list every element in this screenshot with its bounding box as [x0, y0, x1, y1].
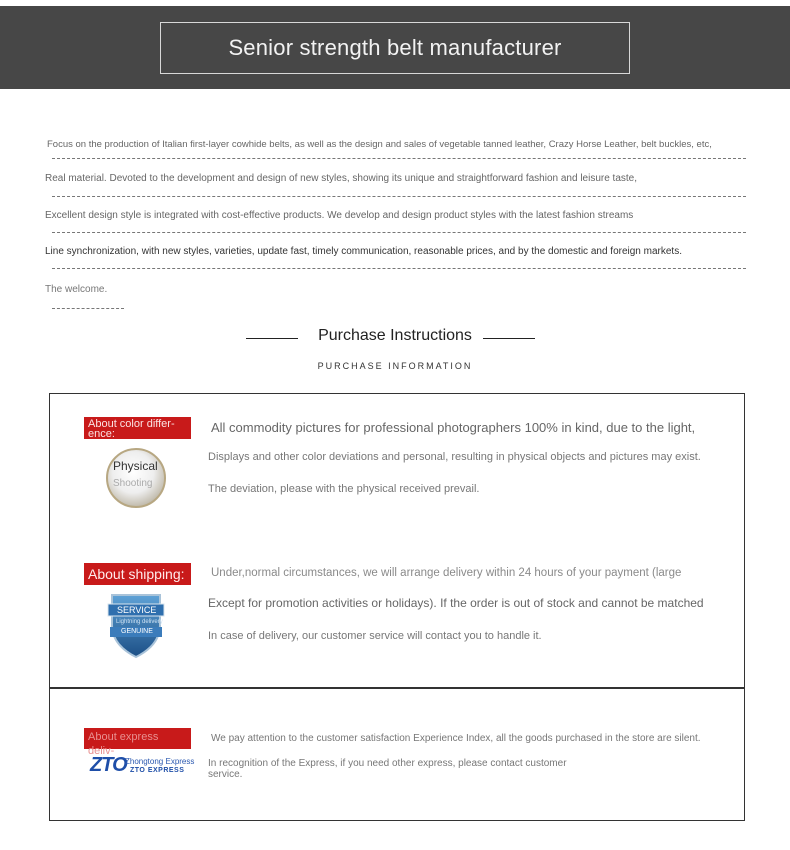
zhongtong-express-text: Zhongtong Express — [125, 757, 195, 766]
shipping-panel — [49, 526, 745, 688]
panel-text-line: We pay attention to the customer satisfaction Experience Index, all the goods purchased in the store are silent. — [211, 733, 701, 744]
panel-text-line: Except for promotion activities or holidays). If the order is out of stock and cannot be matched — [208, 596, 704, 610]
panel-text-line: In recognition of the Express, if you need other express, please contact customer — [208, 758, 567, 769]
header-banner — [0, 6, 790, 89]
section-title: Purchase Instructions — [318, 327, 472, 344]
express-panel — [49, 688, 745, 821]
service-text: SERVICE — [117, 605, 157, 615]
service-shield-icon — [106, 591, 166, 659]
shooting-text: Shooting — [113, 478, 153, 489]
dashed-divider — [52, 232, 746, 233]
intro-line-3: Excellent design style is integrated with cost-effective products. We develop and design product styles with the latest fashion streams — [45, 210, 634, 221]
intro-line-2: Real material. Devoted to the development and design of new styles, showing its unique and straightforward fashion and leisure taste, — [45, 173, 638, 184]
genuine-text: GENUINE — [121, 628, 153, 635]
color-difference-panel — [49, 393, 745, 527]
section-subtitle: PURCHASE INFORMATION — [317, 361, 473, 371]
panel-text-line: All commodity pictures for professional photographers 100% in kind, due to the light, — [211, 420, 696, 435]
panel-text-line: In case of delivery, our customer service will contact you to handle it. — [208, 630, 542, 642]
intro-line-4: Line synchronization, with new styles, varieties, update fast, timely communication, reasonable prices, and by the domestic and foreign markets. — [45, 246, 682, 257]
panel-text-line: Under,normal circumstances, we will arrange delivery within 24 hours of your payment (large — [211, 567, 682, 579]
dashed-divider — [52, 196, 746, 197]
title-rule-right — [483, 338, 535, 339]
intro-line-5: The welcome. — [45, 284, 108, 295]
panel-text-line: Displays and other color deviations and personal, resulting in physical objects and pictures may exist. — [208, 451, 701, 463]
express-label: About express deliv- — [84, 728, 191, 749]
dashed-divider — [52, 158, 746, 159]
panel-text-line: The deviation, please with the physical received prevail. — [208, 483, 480, 495]
page-title: Senior strength belt manufacturer — [228, 35, 562, 60]
lightning-delivery-text: Lightning delivery — [116, 619, 163, 625]
color-difference-label: About color differ- ence: — [84, 417, 191, 439]
zto-logo-icon: ZTO — [90, 754, 127, 776]
shipping-label: About shipping: — [84, 563, 191, 585]
physical-text: Physical — [113, 459, 158, 473]
zto-express-text: ZTO EXPRESS — [130, 767, 185, 774]
panel-text-line: service. — [208, 769, 243, 780]
dashed-divider — [52, 308, 124, 309]
dashed-divider — [52, 268, 746, 269]
header-title-box — [160, 22, 630, 74]
intro-line-1: Focus on the production of Italian first-layer cowhide belts, as well as the design and sales of vegetable tanned leather, Crazy Horse Leather, belt buckles, etc, — [47, 139, 712, 150]
